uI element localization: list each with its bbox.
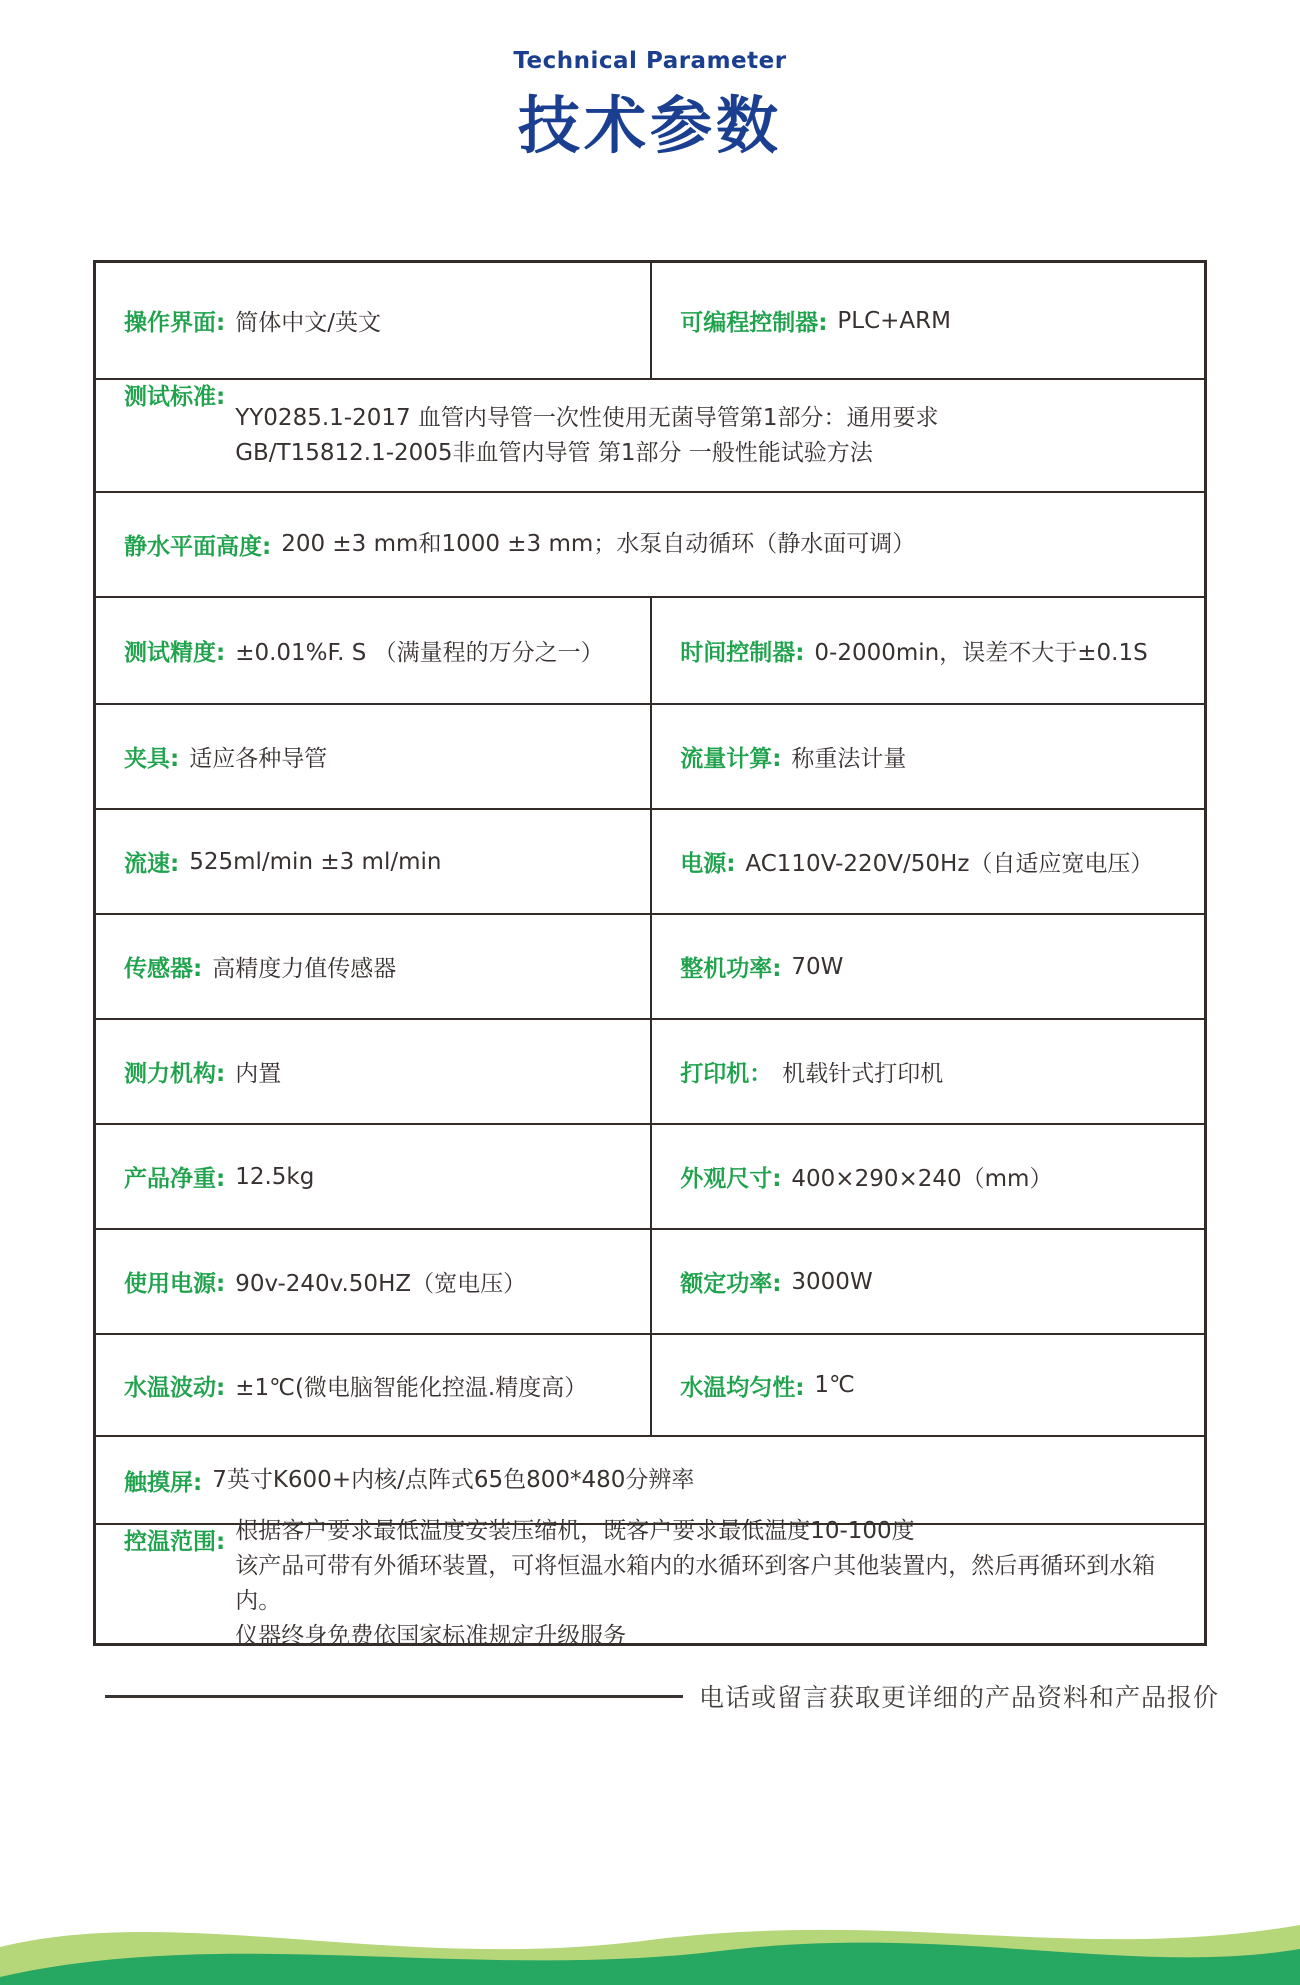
param-value: PLC+ARM xyxy=(837,307,951,334)
param-cell xyxy=(96,810,652,913)
param-value: 简体中文/英文 xyxy=(235,310,381,336)
table-row xyxy=(96,263,1204,378)
param-value: 该产品可带有外循环装置，可将恒温水箱内的水循环到客户其他装置内，然后再循环到水箱内。 xyxy=(235,1553,1156,1614)
param-value-lines xyxy=(212,1463,694,1498)
param-label: 使用电源: xyxy=(124,1271,226,1297)
param-value: ±0.01%F. S （满量程的万分之一） xyxy=(235,640,604,666)
param-label: 电源: xyxy=(680,851,736,877)
param-cell xyxy=(652,810,1204,913)
param-label: 流速: xyxy=(124,851,180,877)
param-value: GB/T15812.1-2005非血管内导管 第1部分 一般性能试验方法 xyxy=(235,439,873,466)
contact-note xyxy=(105,1678,1245,1714)
param-value: 1℃ xyxy=(814,1372,855,1398)
page-subtitle-en: Technical Parameter xyxy=(513,48,787,74)
table-row xyxy=(96,378,1204,491)
param-value: 525ml/min ±3 ml/min xyxy=(189,848,442,875)
param-cell xyxy=(652,1335,1204,1435)
param-label: 额定功率: xyxy=(680,1271,782,1297)
param-value: 称重法计量 xyxy=(791,746,907,772)
table-row xyxy=(96,703,1204,808)
param-value: ±1℃(微电脑智能化控温.精度高） xyxy=(235,1374,588,1401)
param-value: 70W xyxy=(791,953,844,980)
param-value-lines xyxy=(235,1514,1184,1654)
table-row xyxy=(96,1333,1204,1435)
table-row xyxy=(96,1435,1204,1523)
param-label: 可编程控制器: xyxy=(680,310,828,336)
table-row xyxy=(96,1518,1204,1649)
param-value: 高精度力值传感器 xyxy=(212,956,397,982)
param-value: YY0285.1-2017 血管内导管一次性使用无菌导管第1部分：通用要求 xyxy=(235,404,939,431)
param-value: 12.5kg xyxy=(235,1163,315,1190)
param-cell xyxy=(96,1335,652,1435)
param-label: 流量计算: xyxy=(680,746,782,772)
param-label: 传感器: xyxy=(124,956,203,982)
param-label: 产品净重: xyxy=(124,1166,226,1192)
param-label: 水温均匀性: xyxy=(680,1374,805,1401)
param-cell xyxy=(652,705,1204,808)
param-label: 测试标准: xyxy=(124,384,226,410)
param-value: 200 ±3 mm和1000 ±3 mm；水泵自动循环（静水面可调） xyxy=(281,531,916,557)
param-cell xyxy=(652,1125,1204,1228)
param-cell xyxy=(652,598,1204,703)
param-value: 3000W xyxy=(791,1268,873,1295)
table-row xyxy=(96,1123,1204,1228)
param-label: 外观尺寸: xyxy=(680,1166,782,1192)
spec-table xyxy=(93,260,1207,1649)
param-value: 内置 xyxy=(235,1061,282,1087)
table-row xyxy=(96,1018,1204,1123)
param-label: 静水平面高度: xyxy=(124,534,272,560)
param-label: 打印机： xyxy=(680,1061,773,1087)
param-cell xyxy=(652,1230,1204,1333)
contact-note-text: 电话或留言获取更详细的产品资料和产品报价 xyxy=(699,1683,1220,1712)
param-label: 水温波动: xyxy=(124,1374,226,1401)
param-value: 仪器终身免费依国家标准规定升级服务 xyxy=(235,1623,627,1649)
param-cell xyxy=(96,263,652,378)
param-label: 触摸屏: xyxy=(124,1469,203,1496)
param-value: 7英寸K600+内核/点阵式65色800*480分辨率 xyxy=(212,1466,695,1493)
param-value: 400×290×240（mm） xyxy=(791,1166,1053,1192)
param-value: AC110V-220V/50Hz（自适应宽电压） xyxy=(745,851,1154,877)
param-label: 测力机构: xyxy=(124,1061,226,1087)
param-value: 0-2000min，误差不大于±0.1S xyxy=(814,640,1148,666)
param-value: 适应各种导管 xyxy=(189,746,328,772)
param-label: 整机功率: xyxy=(680,956,782,982)
page-title: 技术参数 xyxy=(517,89,782,162)
table-row xyxy=(96,1228,1204,1333)
param-value: 根据客户要求最低温度安装压缩机，既客户要求最低温度10-100度 xyxy=(235,1518,915,1544)
param-label: 操作界面: xyxy=(124,310,226,336)
param-cell xyxy=(96,1230,652,1333)
table-row xyxy=(96,596,1204,703)
table-row xyxy=(96,491,1204,596)
param-cell xyxy=(96,705,652,808)
param-value-lines xyxy=(235,401,938,471)
param-value: 90v-240v.50HZ（宽电压） xyxy=(235,1271,527,1297)
param-cell xyxy=(652,915,1204,1018)
param-label: 时间控制器: xyxy=(680,640,805,666)
table-row xyxy=(96,913,1204,1018)
param-cell xyxy=(96,1125,652,1228)
param-label: 夹具: xyxy=(124,746,180,772)
param-cell xyxy=(96,598,652,703)
param-cell xyxy=(652,1020,1204,1123)
table-row xyxy=(96,808,1204,913)
param-cell xyxy=(96,915,652,1018)
divider-line xyxy=(105,1695,683,1698)
param-value-lines xyxy=(281,527,915,562)
param-value: 机载针式打印机 xyxy=(782,1061,944,1087)
param-cell xyxy=(652,263,1204,378)
footer-wave-decoration xyxy=(0,1885,1300,1985)
param-label: 测试精度: xyxy=(124,640,226,666)
param-label: 控温范围: xyxy=(124,1529,226,1555)
param-cell xyxy=(96,1020,652,1123)
